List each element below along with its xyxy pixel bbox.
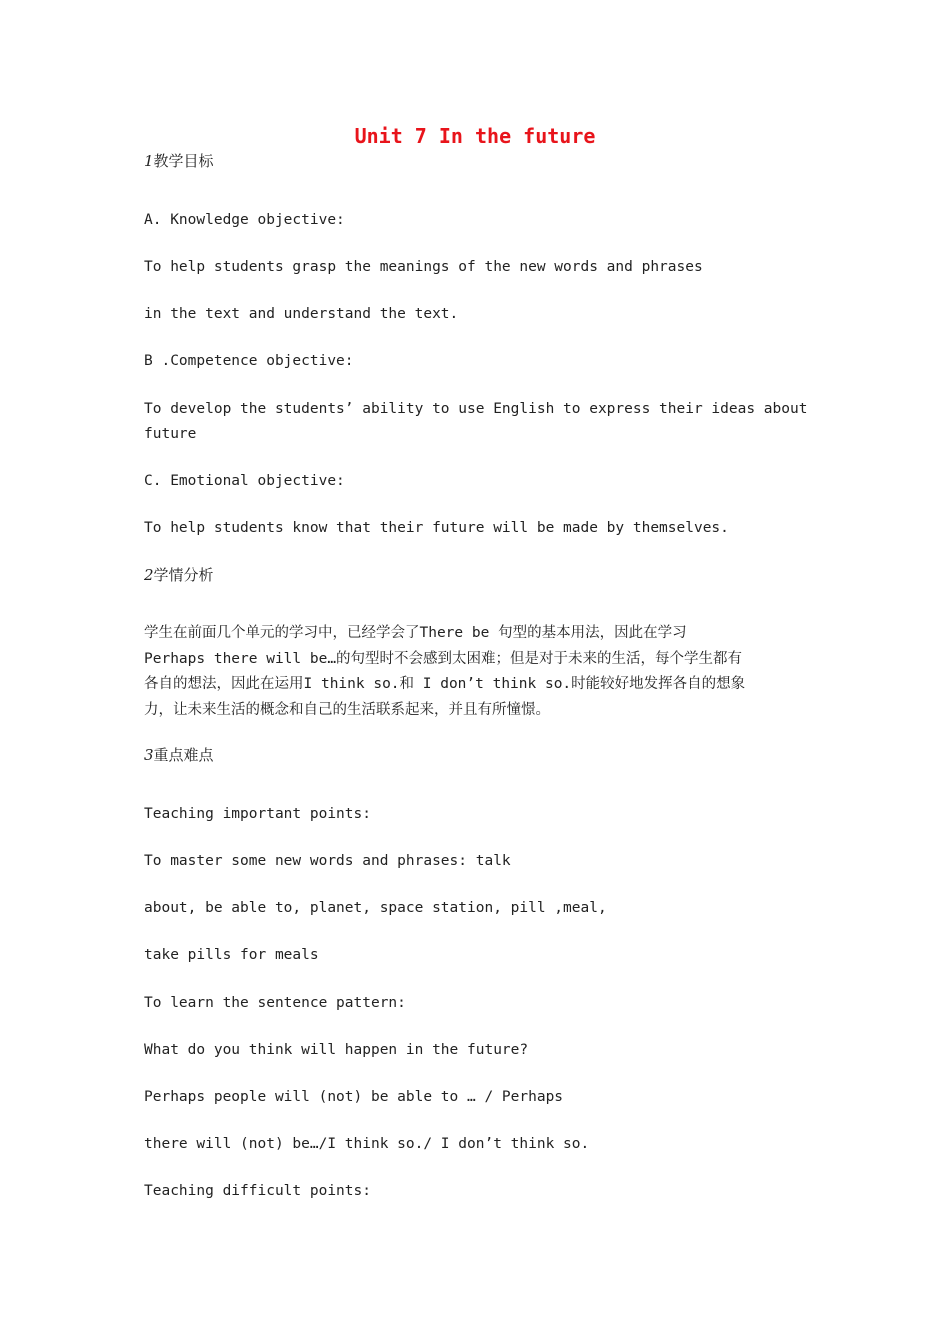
important-points-line: there will (not) be…/I think so./ I don’t think so. [144,1136,590,1152]
paragraph-line: 各自的想法，因此在运用I think so.和 I don’t think so.时能较好地发挥各自的想象 [144,676,746,692]
knowledge-objective-line: To help students grasp the meanings of the new words and phrases [144,259,703,275]
section-label: 学情分析 [153,566,214,584]
knowledge-objective-line: in the text and understand the text. [144,306,459,322]
important-points-heading: Teaching important points: [144,806,371,822]
student-analysis-paragraph [144,621,809,723]
important-points-line: take pills for meals [144,947,319,963]
important-points-line: To master some new words and phrases: talk [144,853,511,869]
document-title: Unit 7 In the future [354,124,596,148]
difficult-points-heading: Teaching difficult points: [144,1183,371,1199]
competence-objective-heading: B .Competence objective: [144,353,354,369]
section-heading-key-points [144,743,214,768]
section-label: 重点难点 [153,746,214,764]
section-number: 2 [144,566,154,584]
emotional-objective-heading: C. Emotional objective: [144,473,345,489]
paragraph-line: 力，让未来生活的概念和自己的生活联系起来，并且有所憧憬。 [144,701,550,718]
section-number: 3 [144,746,154,764]
competence-objective-line: future [144,426,197,442]
paragraph-line: Perhaps there will be…的句型时不会感到太困难；但是对于未来的生活，每个学生都有 [144,650,743,667]
important-points-line: about, be able to, planet, space station, pill ,meal, [144,900,607,916]
section-number: 1 [144,152,154,170]
section-heading-analysis [144,563,214,588]
emotional-objective-line: To help students know that their future will be made by themselves. [144,520,729,536]
important-points-line: To learn the sentence pattern: [144,995,406,1011]
important-points-line: What do you think will happen in the future? [144,1042,529,1058]
important-points-line: Perhaps people will (not) be able to … / Perhaps [144,1089,564,1105]
section-label: 教学目标 [153,152,214,170]
knowledge-objective-heading: A. Knowledge objective: [144,212,345,228]
section-heading-objectives [144,149,214,174]
competence-objective-line: To develop the students’ ability to use English to express their ideas about [144,401,808,417]
paragraph-line: 学生在前面几个单元的学习中，已经学会了There be 句型的基本用法，因此在学习 [144,625,687,641]
